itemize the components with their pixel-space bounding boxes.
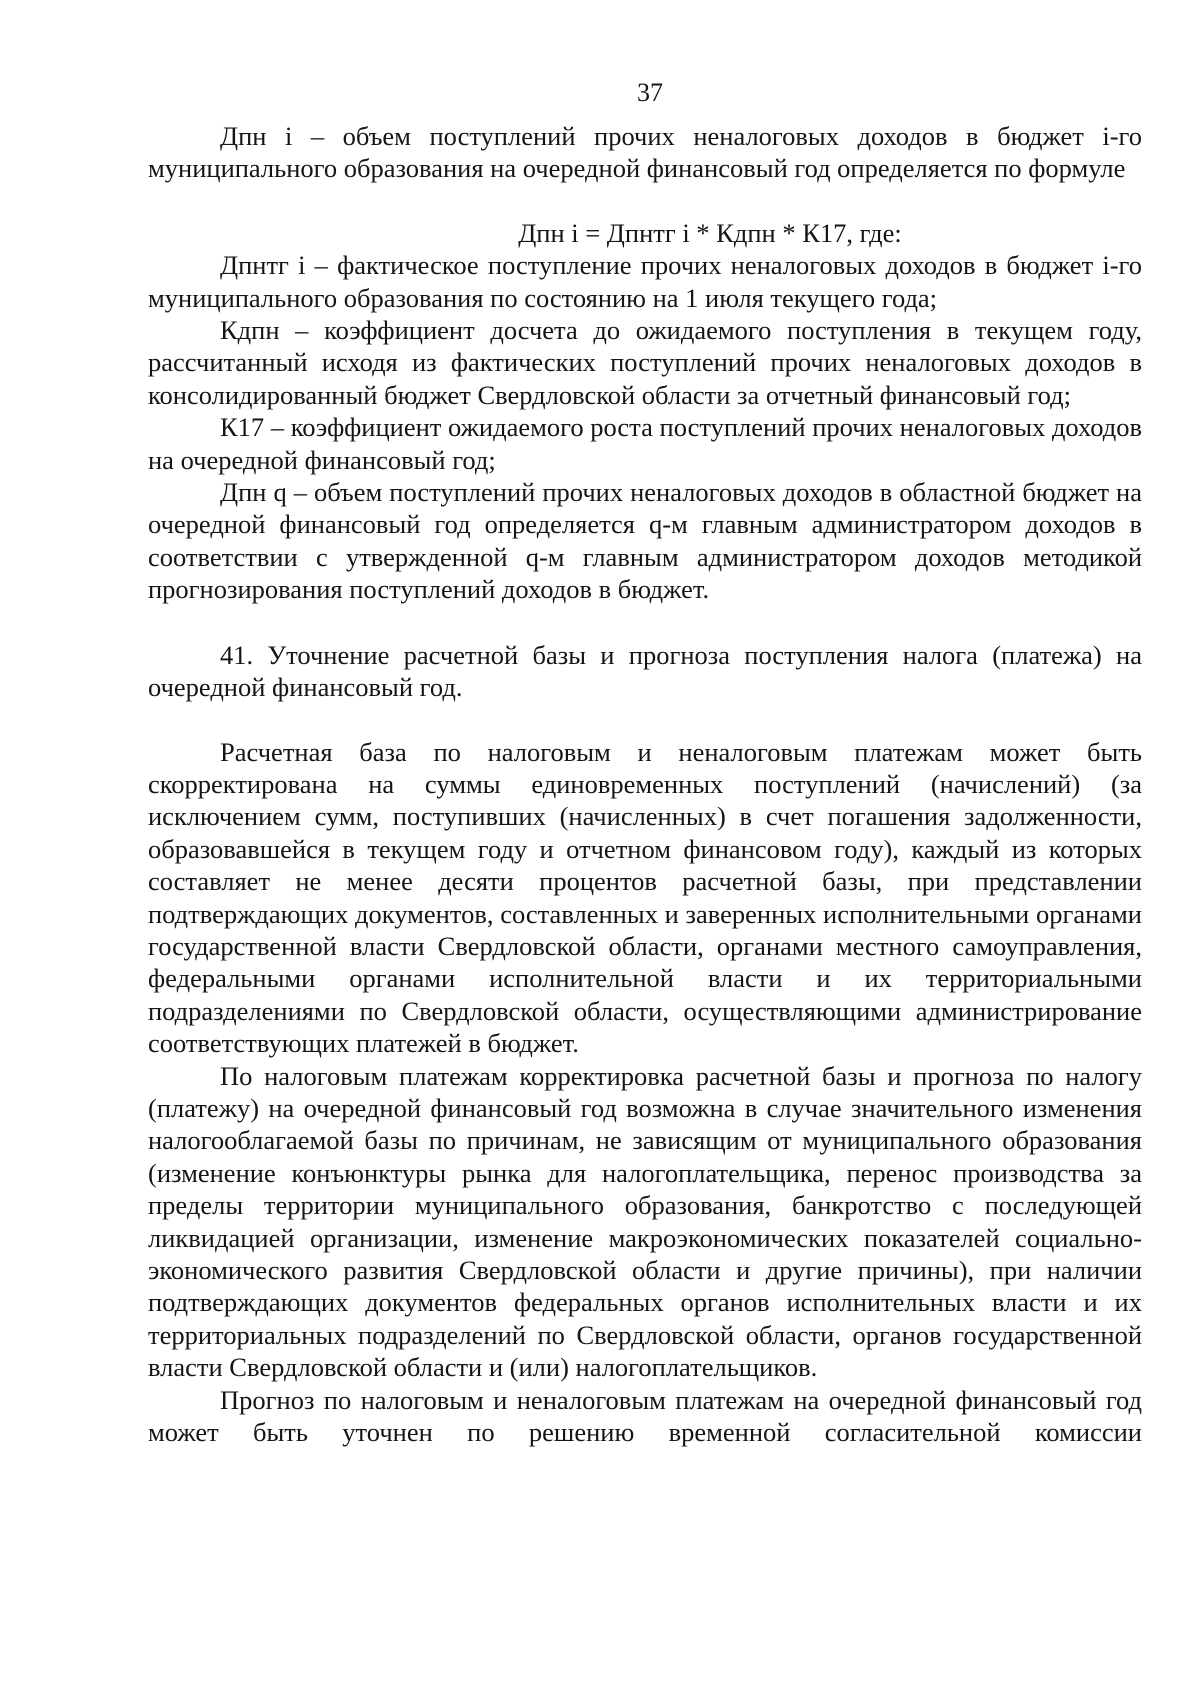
paragraph-dpntg-definition: Дпнтг i – фактическое поступление прочих неналоговых доходов в бюджет i-го муниципального образования по состоянию на 1 июля текущего года; (148, 250, 1142, 313)
paragraph-tax-payment-adjustment: По налоговым платежам корректировка расчетной базы и прогноза по налогу (платежу) на очередной финансовый год возможна в случае значительного изменения налогооблагаемой базы по причинам, не зависящим от муниципального образования (изменение конъюнктуры рынка для налогоплательщика, перенос производства за пределы территории муниципального образования, банкротство с последующей ликвидацией организации, изменение макроэкономических показателей социально-экономического развития Свердловской области и другие причины), при наличии подтверждающих документов федеральных органов исполнительных власти и их территориальных подразделений по Свердловской области, органов государственной власти Свердловской области и (или) налогоплательщиков. (148, 1060, 1142, 1383)
paragraph-dpn-i-definition: Дпн i – объем поступлений прочих неналоговых доходов в бюджет i-го муниципального образования на очередной финансовый год определяется по формуле (148, 121, 1142, 184)
document-body (148, 120, 1142, 1448)
section-41-heading: 41. Уточнение расчетной базы и прогноза поступления налога (платежа) на очередной финансовый год. (148, 639, 1142, 703)
paragraph-kdpn-definition: Кдпн – коэффициент досчета до ожидаемого поступления в текущем году, рассчитанный исходя из фактических поступлений прочих неналоговых доходов в консолидированный бюджет Свердловской области за отчетный финансовый год; (148, 315, 1142, 410)
paragraph-forecast-refinement: Прогноз по налоговым и неналоговым платежам на очередной финансовый год может быть уточнен по решению временной согласительной комиссии (148, 1384, 1142, 1448)
paragraph-base-adjustment: Расчетная база по налоговым и неналоговым платежам может быть скорректирована на суммы единовременных поступлений (начислений) (за исключением сумм, поступивших (начисленных) в счет погашения задолженности, образовавшейся в текущем году и отчетном финансовом году), каждый из которых составляет не менее десяти процентов расчетной базы, при представлении подтверждающих документов, составленных и заверенных исполнительными органами государственной власти Свердловской области, органами местного самоуправления, федеральными органами исполнительной власти и их территориальными подразделениями по Свердловской области, осуществляющими администрирование соответствующих платежей в бюджет. (148, 736, 1142, 1059)
formula-dpn-i: Дпн i = Дпнтг i * Кдпн * К17, где: (518, 217, 902, 248)
page-number: 37 (637, 78, 663, 107)
paragraph-k17-definition: К17 – коэффициент ожидаемого роста поступлений прочих неналоговых доходов на очередной финансовый год; (148, 412, 1142, 475)
paragraph-dpn-q-definition: Дпн q – объем поступлений прочих неналоговых доходов в областной бюджет на очередной финансовый год определяется q-м главным администратором доходов в соответствии с утвержденной q-м главным администратором доходов методикой прогнозирования поступлений доходов в бюджет. (148, 477, 1142, 605)
